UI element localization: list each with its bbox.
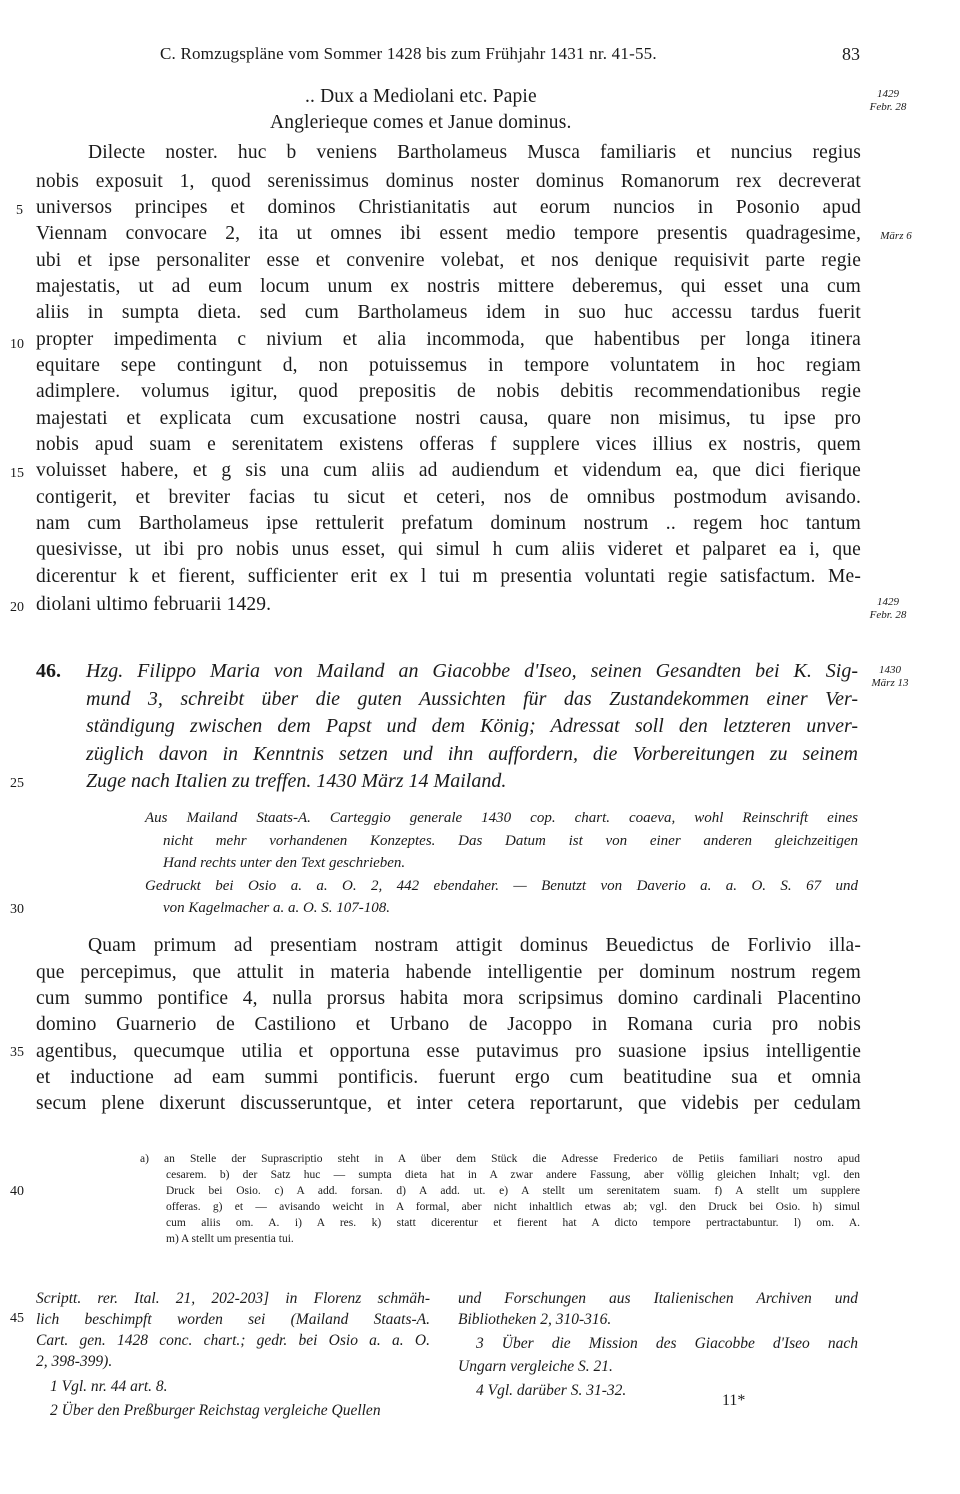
footnote-4: 4 Vgl. darüber S. 31-32. <box>476 1382 627 1399</box>
margin-date-maerz-6: März 6 <box>880 230 912 242</box>
text-line: domino Guarnerio de Castiliono et Urbano de Jacoppo in Romana curia pro nobis <box>36 1014 861 1035</box>
regest-line: ständigung zwischen dem Papst und dem König; Adressat soll den letzteren unver- <box>86 715 858 737</box>
line-number: 35 <box>10 1045 24 1060</box>
text-line: aliis in sumpta dieta. sed cum Bartholameus idem in suo huc accessu tardus fuerit <box>36 302 861 323</box>
text-line: Viennam convocare 2, ita ut omnes ibi essent medio tempore presentis quadragesime, <box>36 223 861 244</box>
text-line: nam cum Bartholameus ipse rettulerit prefatum dominum nostrum .. regem hoc tantum <box>36 513 861 534</box>
text-line: nobis apud suam e serenitatem existens offeras f supplere vices illius ex nostris, quem <box>36 434 861 455</box>
running-title: C. Romzugspläne vom Sommer 1428 bis zum Frühjahr 1431 nr. 41-55. <box>160 44 657 63</box>
apparatus-line: cesarem. b) der Satz huc — sumpta dieta hat in A zwar andere Fassung, aber völlig gleichen Inhalt; vgl. den <box>166 1169 860 1181</box>
apparatus-line: offeras. g) et — avisando weicht in A formal, aber nicht inhaltlich etwas ab; vgl. den Druck bei Osio. h) simul <box>166 1201 860 1213</box>
intitulatio-line-2: Anglerieque comes et Janue dominus. <box>270 112 572 133</box>
footnote-line: 2, 398-399). <box>36 1353 113 1370</box>
text-line: ubi et ipse personaliter esse et convenire volebat, et nos denique requisivit parte regie <box>36 250 861 271</box>
footnote-line: Cart. gen. 1428 conc. chart.; gedr. bei Osio a. a. O. <box>36 1332 430 1349</box>
page-number: 83 <box>842 44 860 64</box>
running-header <box>0 42 960 72</box>
text-line: voluisset habere, et g sis una cum aliis ad audiendum et videndum ea, que dici fierique <box>36 460 861 481</box>
source-line: Aus Mailand Staats-A. Carteggio generale 1430 cop. chart. coaeva, wohl Reinschrift eines <box>145 810 858 826</box>
margin-date-1429-febr-28: 1429 Febr. 28 <box>869 88 907 113</box>
source-line: nicht mehr vorhandenen Konzeptes. Das Datum ist von einer anderen gleichzeitigen <box>163 833 858 849</box>
text-line: adimplere. volumus igitur, quod prepositis de nobis debitis recommendationibus regie <box>36 381 861 402</box>
source-line: von Kagelmacher a. a. O. S. 107-108. <box>163 900 391 916</box>
line-number: 20 <box>10 600 24 615</box>
text-line: majestati et explicata cum excusatione nostri causa, quare non misimus, tu ipse pro <box>36 408 861 429</box>
margin-date-1429-febr-28-b: 1429 Febr. 28 <box>869 596 907 621</box>
text-line: diolani ultimo februarii 1429. <box>36 594 272 615</box>
text-line: que percepimus, que attulit in materia habende intelligentie per dominum nostrum regem <box>36 962 861 983</box>
regest-line: Hzg. Filippo Maria von Mailand an Giacobbe d'Iseo, seinen Gesandten bei K. Sig- <box>86 660 858 682</box>
text-line: secum plene dixerunt discusseruntque, et inter cetera reportarunt, que videbis per cedulam <box>36 1093 861 1114</box>
line-number: 5 <box>16 203 23 218</box>
footnote-2: 2 Über den Preßburger Reichstag vergleiche Quellen <box>50 1402 381 1419</box>
footnote-line: Bibliotheken 2, 310-316. <box>458 1311 612 1328</box>
apparatus-line: Druck bei Osio. c) A add. forsan. d) A add. ut. e) A stellt um serenitatem suam. f) A stellt um supplere <box>166 1185 860 1197</box>
regest-line: mund 3, schreibt über die guten Aussichten für das Zustandekommen einer Ver- <box>86 688 858 710</box>
text-line: cum summo pontifice 4, nulla prorsus habita mora scripsimus domino cardinali Placentino <box>36 988 861 1009</box>
line-number: 40 <box>10 1184 24 1199</box>
footnote-line: lich beschimpft worden sei (Mailand Staats-A. <box>36 1311 430 1328</box>
footnote-1: 1 Vgl. nr. 44 art. 8. <box>50 1378 168 1395</box>
text-line: equitare sepe contingunt d, non potuissemus in tempore voluntatem in hoc regiam <box>36 355 861 376</box>
footnote-line: und Forschungen aus Italienischen Archiven und <box>458 1290 858 1307</box>
regest-line: Zuge nach Italien zu treffen. 1430 März 14 Mailand. <box>86 770 507 792</box>
source-line: Hand rechts unter den Text geschrieben. <box>163 855 406 871</box>
text-line: quesivisse, ut ibi pro nobis unus esset, qui simul h cum aliis videret et palparet ea i, que <box>36 539 861 560</box>
line-number: 45 <box>10 1311 24 1326</box>
text-line: Dilecte noster. huc b veniens Bartholameus Musca familiaris et nuncius regius <box>88 142 861 163</box>
line-number: 10 <box>10 337 24 352</box>
text-line: Quam primum ad presentiam nostram attigit dominus Beuedictus de Forlivio illa- <box>88 935 861 956</box>
text-line: propter impedimenta c nivium et alia incommoda, que habentibus per longa itinera <box>36 329 861 350</box>
apparatus-line: cum aliis om. A. i) A res. k) statt dicerentur et fierent hat A dicto tempore pertractabuntur. l) om. A. <box>166 1217 860 1229</box>
document-number: 46. <box>36 660 61 682</box>
source-line: Gedruckt bei Osio a. a. O. 2, 442 ebendaher. — Benutzt von Daverio a. a. O. S. 67 und <box>145 878 858 894</box>
signature-mark: 11* <box>722 1392 746 1409</box>
line-number: 25 <box>10 776 24 791</box>
intitulatio-line-1: .. Dux a Mediolani etc. Papie <box>305 86 537 107</box>
apparatus-line: a) an Stelle der Suprascriptio steht in A über dem Stück die Adresse Frederico de Petiis familiari nostro apud <box>140 1153 860 1165</box>
text-line: universos principes et dominos Christianitatis aut eorum nuncios in Posonio apud <box>36 197 861 218</box>
line-number: 30 <box>10 902 24 917</box>
footnote-3: 3 Über die Mission des Giacobbe d'Iseo nach <box>476 1335 858 1352</box>
text-line: et inductione ad eam summi pontificis. fuerunt ergo cum beatitudine sua et omnia <box>36 1067 861 1088</box>
footnote-line: Scriptt. rer. Ital. 21, 202-203] in Florenz schmäh- <box>36 1290 430 1307</box>
text-line: contigerit, et breviter facias tu sicut et ceteri, nos de omnibus postmodum avisando. <box>36 487 861 508</box>
text-line: majestatis, ut ad eum locum unum ex nostris mittere deberemus, qui esset una cum <box>36 276 861 297</box>
margin-date-1430-maerz-13: 1430 März 13 <box>871 664 909 689</box>
line-number: 15 <box>10 466 24 481</box>
text-line: nobis exposuit 1, quod serenissimus dominus noster dominus Romanorum rex decreverat <box>36 171 861 192</box>
text-line: agentibus, quecumque utilia et opportuna esse putavimus pro suasione ipsius intelligentie <box>36 1041 861 1062</box>
text-line: dicerentur k et fierent, sufficienter erit ex l tui m presentia voluntati regie satisfactum. Me- <box>36 566 861 587</box>
regest-line: züglich davon in Kenntnis setzen und ihn auffordern, die Vorbereitungen zu seinem <box>86 743 858 765</box>
apparatus-line: m) A stellt um presentia tui. <box>166 1233 294 1245</box>
footnote-line: Ungarn vergleiche S. 21. <box>458 1358 613 1375</box>
